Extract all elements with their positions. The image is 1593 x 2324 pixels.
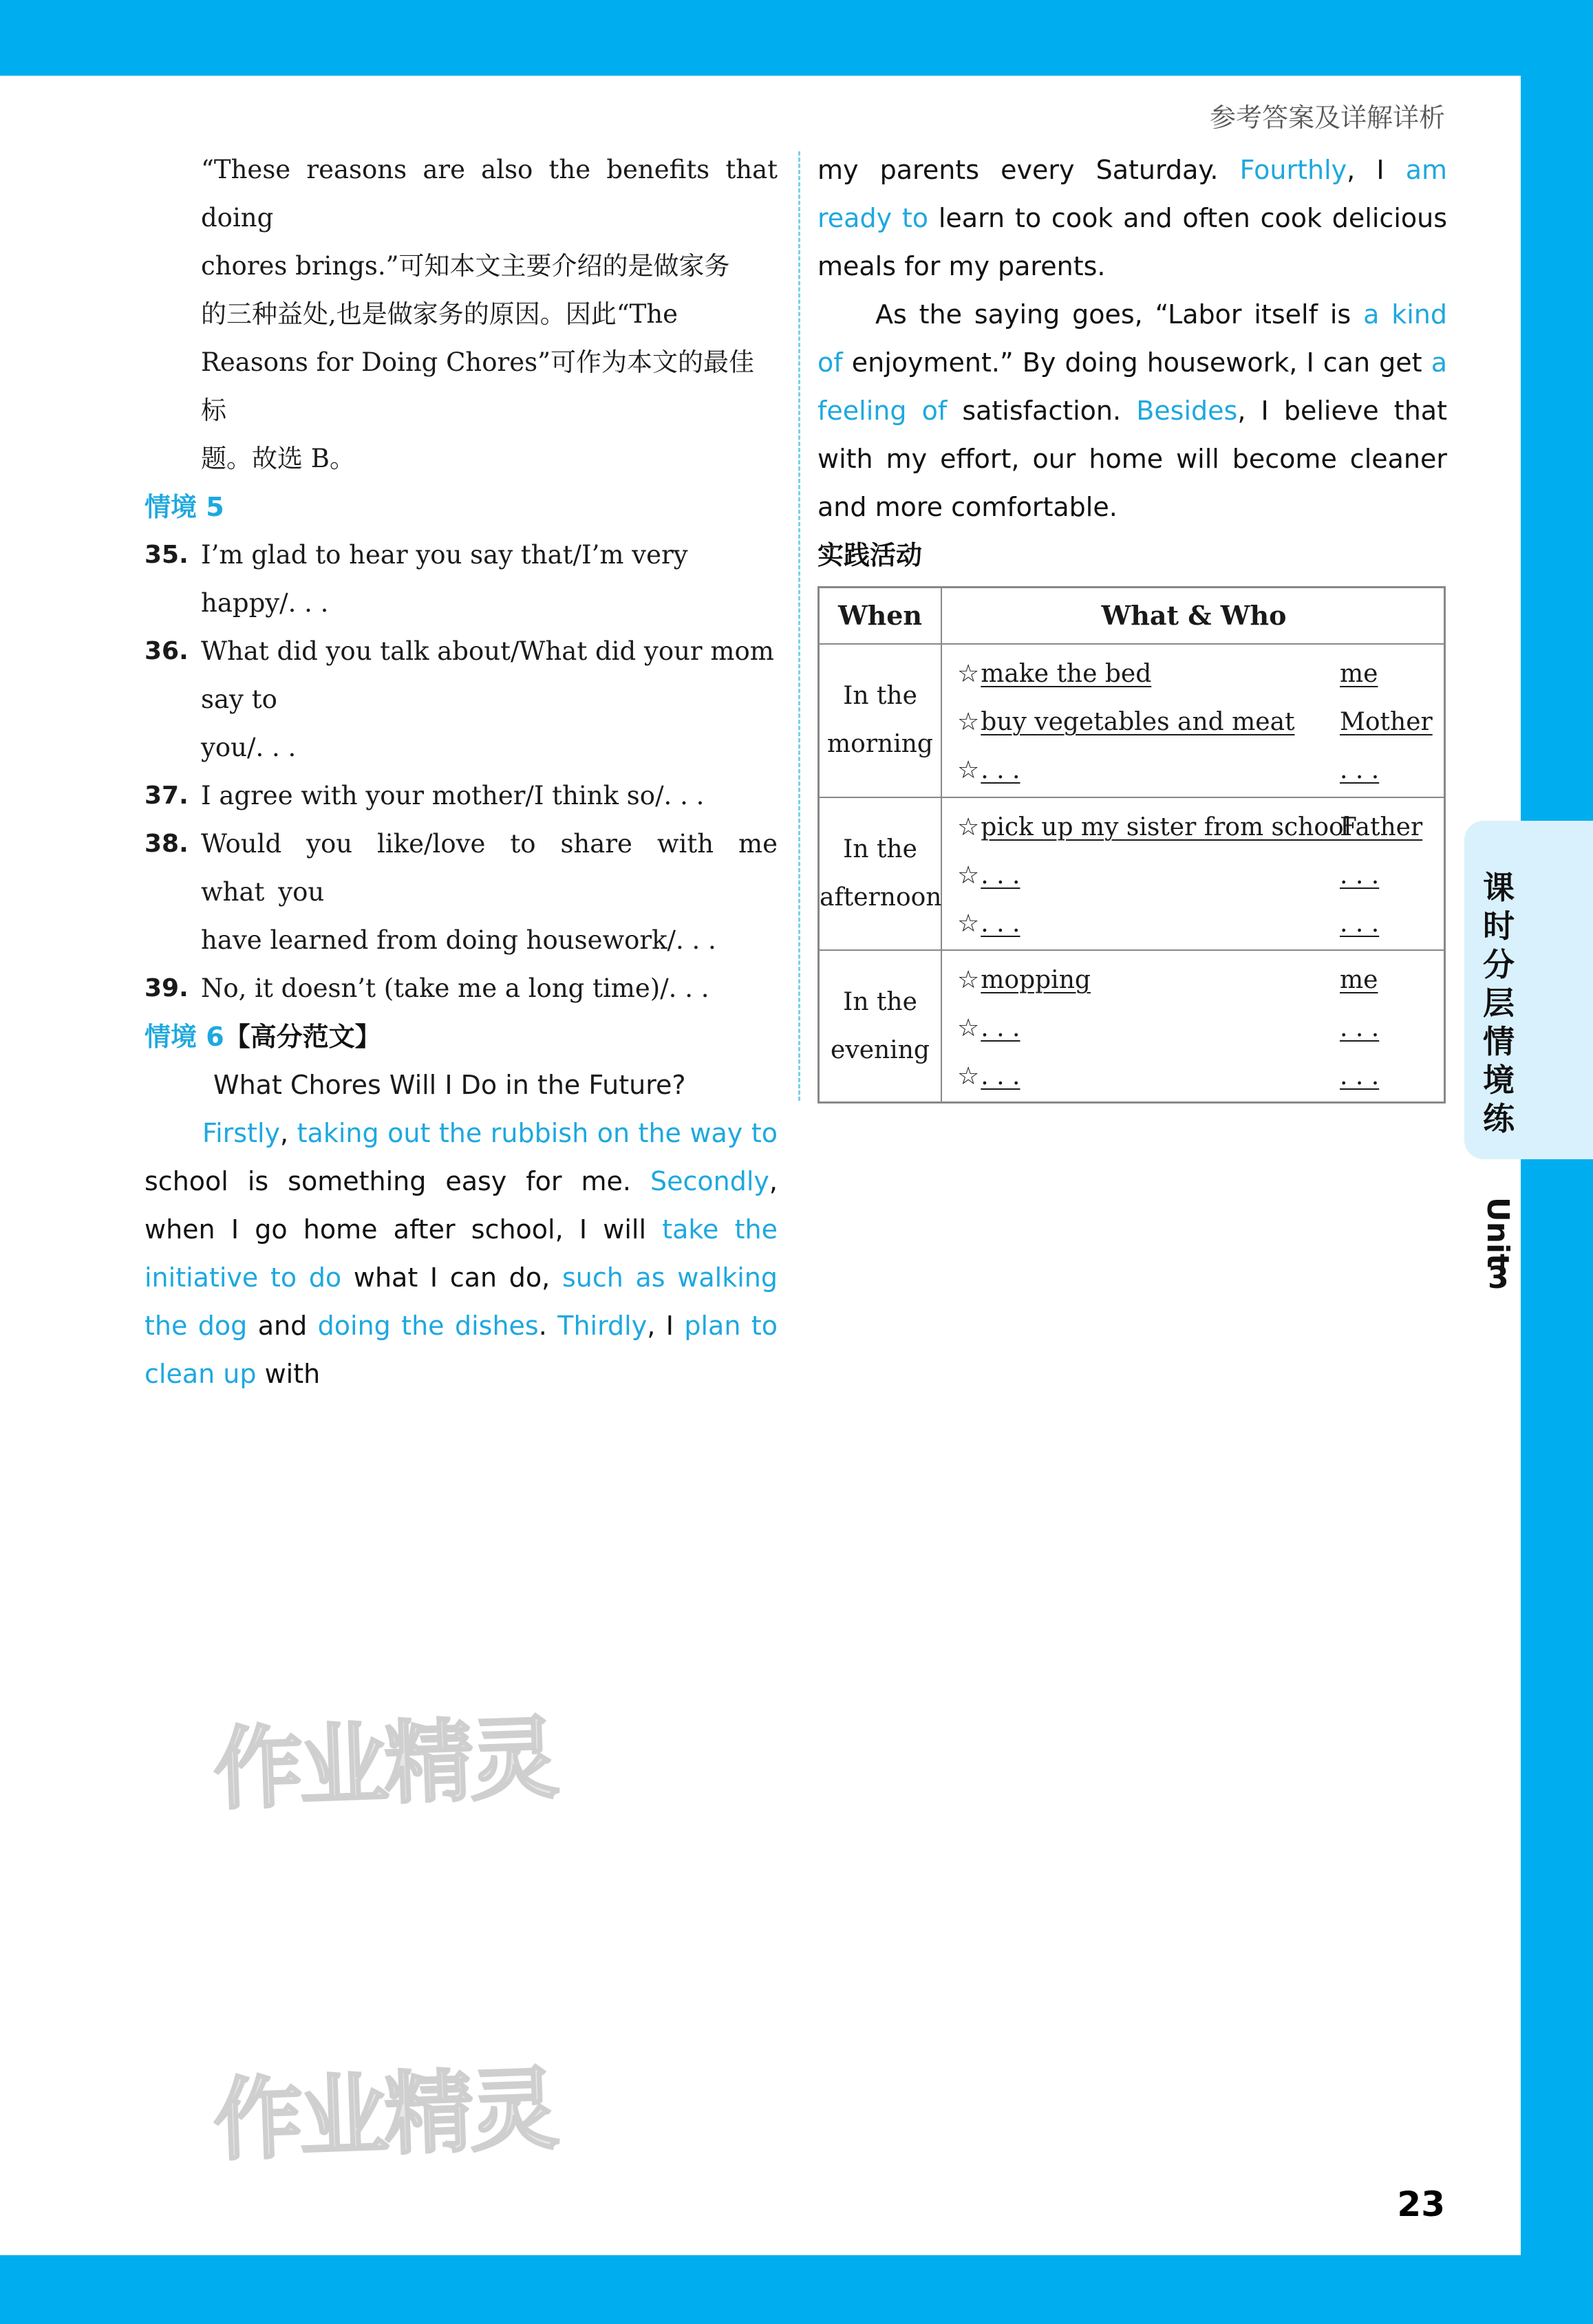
text-line: you/. . . xyxy=(201,733,297,762)
activity-item xyxy=(957,956,1091,1004)
text-line: chores brings.”可知本文主要介绍的是做家务 xyxy=(201,251,730,281)
highlight-phrase: Besides xyxy=(1136,396,1238,426)
activity-person: . . . xyxy=(1340,756,1380,784)
right-color-band xyxy=(1521,0,1593,2324)
activity-text: . . . xyxy=(981,910,1020,938)
activity-text: make the bed xyxy=(981,660,1152,688)
activity-item xyxy=(957,900,1020,948)
side-tab-char: 层 xyxy=(1483,985,1515,1022)
text-line: I agree with your mother/I think so/. . . xyxy=(201,781,705,810)
activity-text: pick up my sister from school xyxy=(981,813,1352,841)
star-icon: ☆ xyxy=(957,1014,980,1042)
activity-person: Mother xyxy=(1340,708,1433,736)
highlight-phrase: a kind of xyxy=(817,299,1447,378)
side-tab-char: 情 xyxy=(1483,1023,1515,1060)
explanation-paragraph xyxy=(145,146,778,483)
table-row-line xyxy=(820,643,1444,645)
activity-person: . . . xyxy=(1340,1062,1380,1090)
activity-table xyxy=(817,586,1446,1104)
essay-text: school is something easy for me. xyxy=(145,1166,650,1196)
section-6-label: 情境 6 xyxy=(145,1022,224,1052)
item-number: 35. xyxy=(145,541,189,569)
side-tab-char: 时 xyxy=(1483,907,1515,945)
side-tab-char: 课 xyxy=(1483,869,1515,906)
when-cell-morning xyxy=(820,672,941,768)
highlight-phrase: plan to clean up xyxy=(145,1311,778,1389)
highlight-phrase: take the initiative to do xyxy=(145,1214,778,1293)
star-icon: ☆ xyxy=(957,660,980,688)
activity-person: me xyxy=(1340,660,1378,688)
when-text: evening xyxy=(831,1036,930,1064)
highlight-phrase: a feeling of xyxy=(817,347,1447,426)
answer-item xyxy=(145,965,778,1013)
bottom-color-band xyxy=(0,2255,1593,2324)
star-icon: ☆ xyxy=(957,813,980,841)
essay-text: what I can do, xyxy=(341,1262,562,1293)
item-number: 36. xyxy=(145,637,189,665)
highlight-phrase: Thirdly xyxy=(557,1311,648,1341)
activity-item xyxy=(957,852,1020,900)
watermark: 作业精灵 xyxy=(211,2056,557,2173)
highlight-phrase: such as walking the dog xyxy=(145,1262,778,1341)
text-line: 题。故选 B。 xyxy=(201,444,355,473)
highlight-phrase: Secondly xyxy=(650,1166,769,1196)
section-heading-5: 情境 5 xyxy=(145,492,224,522)
answer-item xyxy=(145,627,778,772)
activity-person: . . . xyxy=(1340,1014,1380,1042)
activity-item xyxy=(957,1053,1020,1101)
when-text: In the xyxy=(843,988,917,1016)
essay-title: What Chores Will I Do in the Future? xyxy=(213,1070,686,1100)
text-line: have learned from doing housework/. . . xyxy=(201,925,716,955)
activity-item xyxy=(957,1004,1020,1053)
highlight-phrase: taking out the rubbish on the way to xyxy=(297,1118,778,1148)
activity-item xyxy=(957,698,1295,746)
essay-text: with xyxy=(256,1359,321,1389)
column-divider xyxy=(798,151,800,1101)
when-text: afternoon xyxy=(820,883,942,912)
text-line: What did you talk about/What did your mom say to xyxy=(201,636,774,714)
activity-text: . . . xyxy=(981,756,1020,784)
activity-text: buy vegetables and meat xyxy=(981,708,1295,736)
unit-word: Unit xyxy=(1480,1197,1515,1269)
activity-person: me xyxy=(1340,966,1378,994)
section-heading-6 xyxy=(145,1013,778,1061)
activity-item xyxy=(957,746,1020,795)
highlight-phrase: Firstly xyxy=(202,1118,281,1148)
activity-text: . . . xyxy=(981,1062,1020,1090)
right-column xyxy=(817,146,1447,579)
when-cell-afternoon xyxy=(820,826,941,922)
activity-person: . . . xyxy=(1340,861,1380,890)
essay-text: , I xyxy=(1347,155,1406,185)
essay-text: my parents every Saturday. xyxy=(817,155,1240,185)
activity-text: mopping xyxy=(981,966,1091,994)
table-row-line xyxy=(820,949,1444,951)
essay-text: As the saying goes, “Labor itself is xyxy=(875,299,1364,330)
watermark: 作业精灵 xyxy=(211,1706,557,1822)
essay-text: enjoyment.” By doing housework, I can get xyxy=(842,347,1431,378)
side-tab-char: 境 xyxy=(1483,1062,1515,1099)
essay-conclusion-paragraph xyxy=(817,290,1447,531)
essay-paragraph xyxy=(145,1109,778,1398)
activity-item xyxy=(957,650,1151,698)
essay-paragraph-continued xyxy=(817,146,1447,290)
star-icon: ☆ xyxy=(957,966,980,994)
activity-item xyxy=(957,804,1351,852)
side-tab-label xyxy=(1478,868,1519,1138)
highlight-phrase: Fourthly xyxy=(1239,155,1347,185)
item-number: 37. xyxy=(145,782,189,810)
star-icon: ☆ xyxy=(957,910,980,938)
side-tab-char: 分 xyxy=(1483,946,1515,983)
star-icon: ☆ xyxy=(957,756,980,784)
essay-text: , xyxy=(280,1118,297,1148)
unit-label xyxy=(1473,1197,1522,1293)
activity-text: . . . xyxy=(981,1014,1020,1042)
item-number: 39. xyxy=(145,974,189,1002)
text-line: No, it doesn’t (take me a long time)/. . . xyxy=(201,973,709,1003)
when-text: In the xyxy=(843,835,917,863)
text-line: “These reasons are also the benefits that doing xyxy=(201,155,778,233)
when-text: morning xyxy=(827,730,933,758)
page-number: 23 xyxy=(1397,2184,1445,2224)
activity-person: Father xyxy=(1340,813,1423,841)
answer-item xyxy=(145,820,778,965)
essay-text: , when I go home after school, I will xyxy=(145,1166,778,1245)
text-line: Would you like/love to share with me what you xyxy=(201,829,778,907)
text-line: I’m glad to hear you say that/I’m very happy/. . . xyxy=(201,540,688,618)
highlight-phrase: doing the dishes xyxy=(317,1311,539,1341)
side-tab-char: 练 xyxy=(1483,1100,1515,1137)
highlight-phrase: am ready to xyxy=(817,155,1447,233)
text-line: 的三种益处,也是做家务的原因。因此“The xyxy=(201,299,678,329)
essay-text: , I believe that with my effort, our home will become cleaner and more comfortable. xyxy=(817,396,1447,522)
essay-text: satisfaction. xyxy=(947,396,1137,426)
top-color-band xyxy=(0,0,1593,76)
answer-item xyxy=(145,531,778,627)
item-number: 38. xyxy=(145,830,189,858)
star-icon: ☆ xyxy=(957,708,980,736)
star-icon: ☆ xyxy=(957,1062,980,1090)
essay-text: and xyxy=(247,1311,318,1341)
table-header-when: When xyxy=(837,600,923,631)
activity-text: . . . xyxy=(981,861,1020,890)
practice-title: 实践活动 xyxy=(817,540,923,570)
table-row-line xyxy=(820,797,1444,798)
essay-text: learn to cook and often cook delicious meals for my parents. xyxy=(817,203,1448,281)
table-column-line xyxy=(941,588,942,1101)
essay-text: , I xyxy=(647,1311,685,1341)
table-header-what-who: What & Who xyxy=(1101,600,1287,631)
when-cell-evening xyxy=(820,978,941,1075)
star-icon: ☆ xyxy=(957,861,980,890)
left-column xyxy=(145,146,778,1398)
section-6-suffix: 【高分范文】 xyxy=(224,1022,381,1052)
activity-person: . . . xyxy=(1340,910,1380,938)
text-line: Reasons for Doing Chores”可作为本文的最佳标 xyxy=(201,347,755,425)
page-header-title: 参考答案及详解详析 xyxy=(1209,103,1445,133)
unit-number: 3 xyxy=(1488,1260,1509,1295)
essay-text: . xyxy=(538,1311,558,1341)
answer-item xyxy=(145,772,778,820)
when-text: In the xyxy=(843,682,917,710)
